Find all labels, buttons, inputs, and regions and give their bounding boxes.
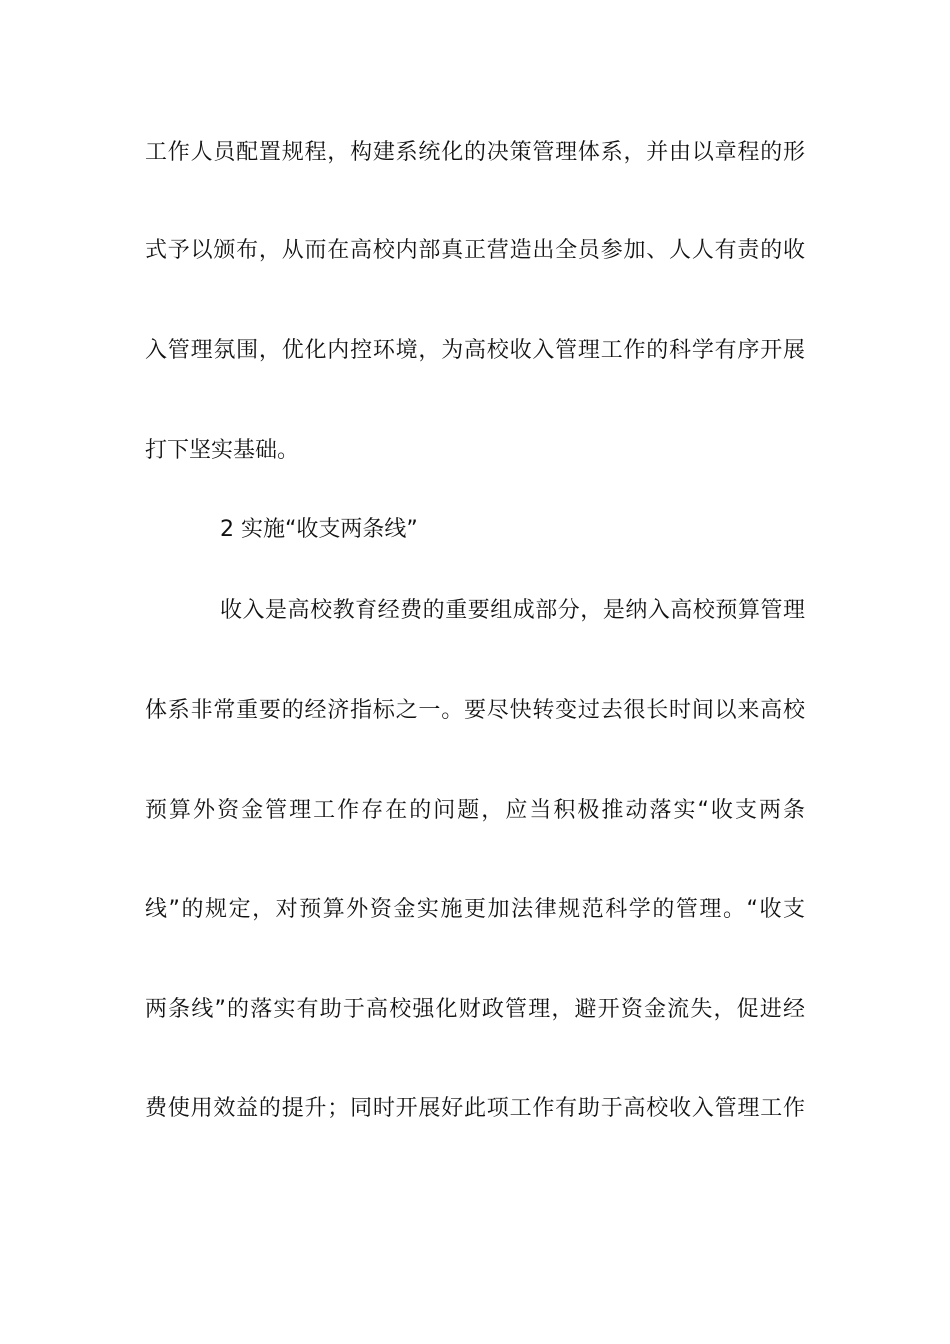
paragraph2-line-4: 线”的规定，对预算外资金实施更加法律规范科学的管理。“收支 (145, 897, 805, 922)
paragraph1-line-1: 工作人员配置规程，构建系统化的决策管理体系，并由以章程的形 (145, 140, 805, 165)
section-heading: 2 实施“收支两条线” (220, 517, 418, 542)
paragraph2-line-2: 体系非常重要的经济指标之一。要尽快转变过去很长时间以来高校 (145, 698, 805, 723)
paragraph2-line-6: 费使用效益的提升；同时开展好此项工作有助于高校收入管理工作 (145, 1096, 805, 1121)
paragraph1-line-4: 打下坚实基础。 (145, 438, 300, 463)
paragraph1-line-3: 入管理氛围，优化内控环境，为高校收入管理工作的科学有序开展 (145, 338, 805, 363)
paragraph1-line-2: 式予以颁布，从而在高校内部真正营造出全员参加、人人有责的收 (145, 238, 805, 263)
paragraph2-line-3: 预算外资金管理工作存在的问题，应当积极推动落实“收支两条 (145, 798, 805, 823)
paragraph2-line-5: 两条线”的落实有助于高校强化财政管理，避开资金流失，促进经 (145, 997, 805, 1022)
paragraph2-line-1: 收入是高校教育经费的重要组成部分，是纳入高校预算管理 (220, 598, 805, 623)
